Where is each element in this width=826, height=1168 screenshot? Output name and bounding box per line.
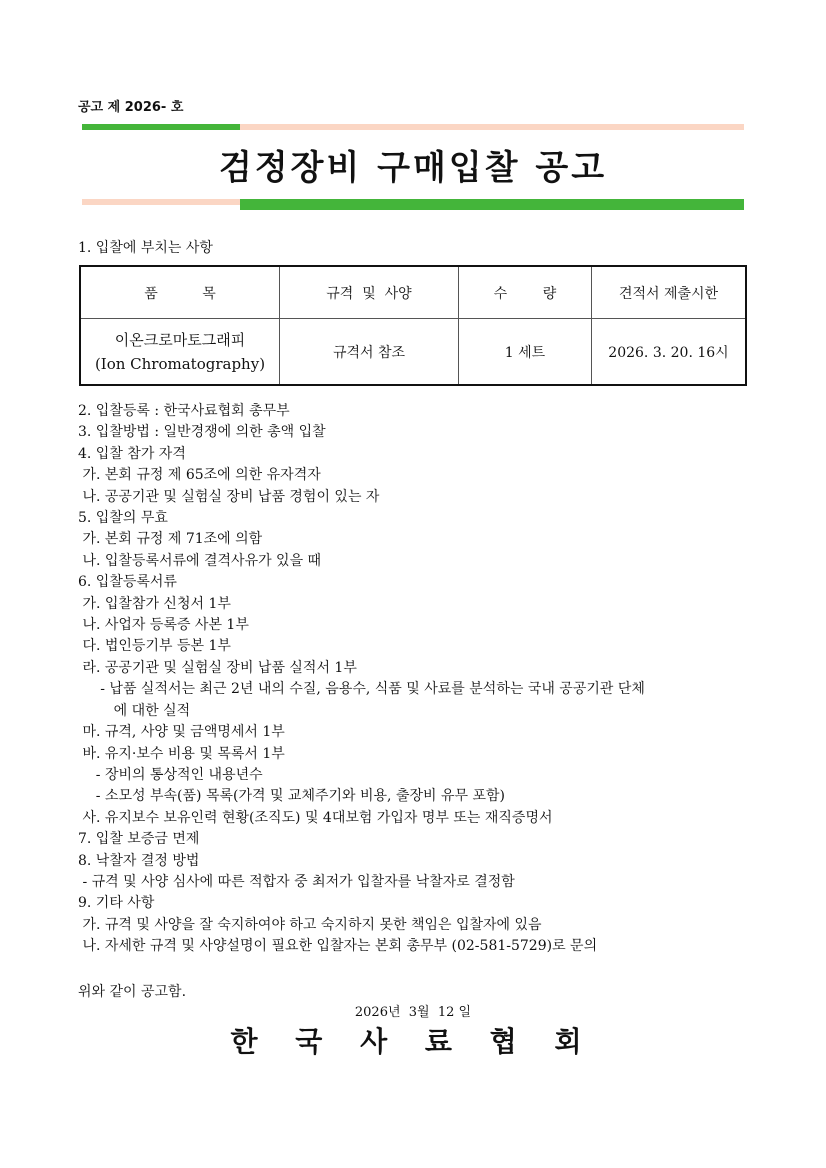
section1-heading: 1. 입찰에 부치는 사항 bbox=[78, 240, 213, 256]
top-bar-peach bbox=[240, 124, 744, 130]
list-item: 2. 입찰등록 : 한국사료협회 총무부 bbox=[78, 403, 290, 419]
organization-name: 한 국 사 료 협 회 bbox=[230, 1025, 596, 1058]
header-quantity: 수 량 bbox=[459, 266, 592, 319]
list-item: 가. 본회 규정 제 65조에 의한 유자격자 bbox=[78, 467, 321, 484]
list-item: 에 대한 실적 bbox=[78, 702, 191, 719]
bottom-bar-green bbox=[240, 199, 744, 210]
list-item: 바. 유지·보수 비용 및 목록서 1부 bbox=[78, 745, 285, 762]
deadline-cell: 2026. 3. 20. 16시 bbox=[592, 319, 747, 386]
page-title: 검정장비 구매입찰 공고 bbox=[218, 148, 608, 188]
top-bar-green bbox=[82, 124, 240, 130]
list-item: - 장비의 통상적인 내용년수 bbox=[78, 766, 263, 783]
list-item: 가. 입찰참가 신청서 1부 bbox=[78, 595, 231, 612]
list-item: - 소모성 부속(품) 목록(가격 및 교체주기와 비용, 출장비 유무 포함) bbox=[78, 788, 505, 805]
item-name-english: (Ion Chromatography) bbox=[94, 354, 266, 373]
list-item: - 납품 실적서는 최근 2년 내의 수질, 음용수, 식품 및 사료를 분석하는 국내 공공기관 단체 bbox=[78, 681, 645, 698]
list-item: 마. 규격, 사양 및 금액명세서 1부 bbox=[78, 724, 285, 741]
item-cell bbox=[80, 319, 280, 386]
list-item: 6. 입찰등록서류 bbox=[78, 574, 177, 591]
list-item: 가. 규격 및 사양을 잘 숙지하여야 하고 숙지하지 못한 책임은 입찰자에 있음 bbox=[78, 916, 542, 933]
header-deadline: 견적서 제출시한 bbox=[592, 266, 747, 319]
list-item: 9. 기타 사항 bbox=[78, 895, 155, 912]
item-name-korean: 이온크로마토그래피 bbox=[114, 330, 246, 349]
list-item: 5. 입찰의 무효 bbox=[78, 510, 168, 527]
bid-items-table bbox=[79, 265, 747, 386]
list-item: 3. 입찰방법 : 일반경쟁에 의한 총액 입찰 bbox=[78, 424, 326, 441]
table-header-row bbox=[80, 266, 746, 319]
closing-statement: 위와 같이 공고함. bbox=[78, 984, 187, 1000]
quantity-cell: 1 세트 bbox=[459, 319, 592, 386]
list-item: 4. 입찰 참가 자격 bbox=[78, 445, 186, 462]
notice-number: 공고 제 2026- 호 bbox=[78, 100, 184, 115]
list-item: 나. 공공기관 및 실험실 장비 납품 경험이 있는 자 bbox=[78, 488, 380, 505]
header-item: 품 목 bbox=[80, 266, 280, 319]
list-item: 라. 공공기관 및 실험실 장비 납품 실적서 1부 bbox=[78, 659, 357, 676]
list-item: 사. 유지보수 보유인력 현황(조직도) 및 4대보험 가입자 명부 또는 재직증명서 bbox=[78, 809, 553, 826]
list-item: 8. 낙찰자 결정 방법 bbox=[78, 852, 200, 869]
header-spec: 규격 및 사양 bbox=[280, 266, 459, 319]
notice-date: 2026년 3월 12 일 bbox=[354, 1005, 472, 1020]
list-item: 나. 사업자 등록증 사본 1부 bbox=[78, 617, 249, 634]
list-item: 가. 본회 규정 제 71조에 의함 bbox=[78, 531, 263, 548]
list-item: 다. 법인등기부 등본 1부 bbox=[78, 638, 231, 655]
spec-cell: 규격서 참조 bbox=[280, 319, 459, 386]
list-item: - 규격 및 사양 심사에 따른 적합자 중 최저가 입찰자를 낙찰자로 결정함 bbox=[78, 873, 515, 890]
notice-body bbox=[78, 401, 758, 958]
list-item: 나. 입찰등록서류에 결격사유가 있을 때 bbox=[78, 552, 322, 569]
table-row bbox=[80, 319, 746, 386]
list-item: 7. 입찰 보증금 면제 bbox=[78, 831, 200, 848]
list-item: 나. 자세한 규격 및 사양설명이 필요한 입찰자는 본회 총무부 (02-581-5729)로 문의 bbox=[78, 938, 598, 955]
bottom-bar-peach bbox=[82, 199, 240, 205]
